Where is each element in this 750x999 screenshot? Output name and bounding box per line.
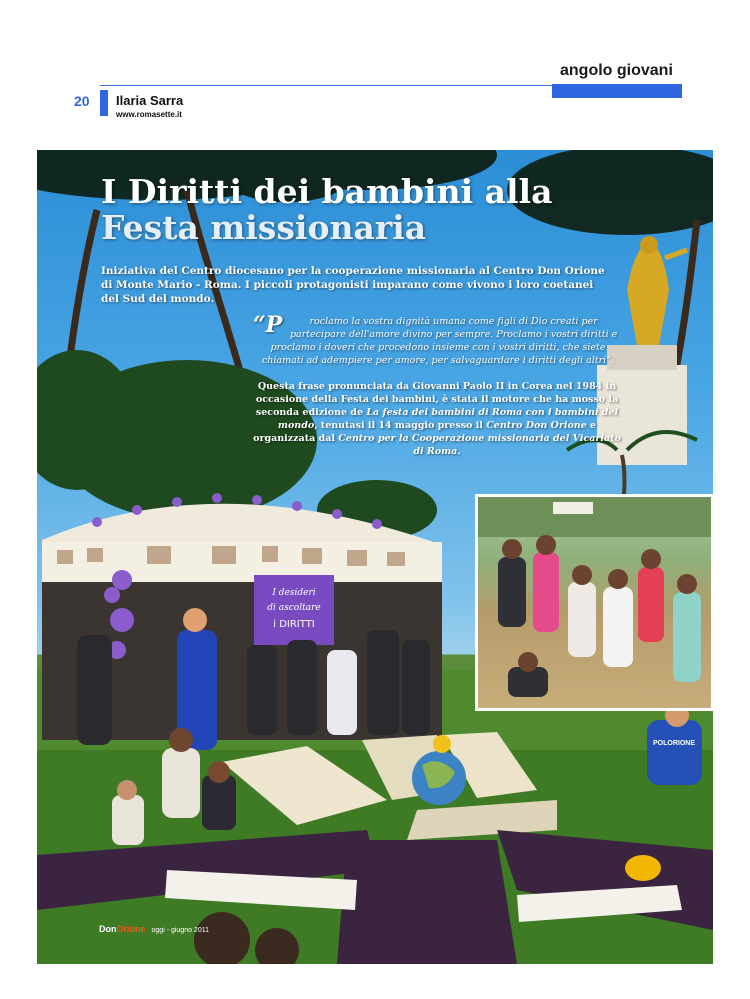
yellow-ball — [433, 735, 451, 753]
footer-brand — [99, 924, 209, 934]
body-italic-1: La festa dei bambini di Roma con i bambini del mondo — [277, 407, 619, 431]
author-name: Ilaria Sarra — [116, 93, 184, 108]
tshirt-text: POLORIONE — [652, 740, 696, 747]
quote-text: roclamo la vostra dignità umana come figli di Dio creati per partecipare dell'amore divino per sempre. Proclamo i vostri diritti e proclamo i doveri che procedono insieme con i vostri diritti, che siete chiamati ad adempiere per amore, per salvaguardare i diritti degli altri”. — [261, 316, 618, 366]
quote-dropcap: “P — [253, 312, 283, 338]
page-accent-tick — [100, 90, 108, 116]
page-number: 20 — [74, 93, 90, 109]
brand-orione: Orione — [116, 924, 146, 934]
inset-photo-dancing-children — [475, 494, 714, 711]
article-subtitle: Iniziativa del Centro diocesano per la cooperazione missionaria al Centro Don Orione di Monte Mario - Roma. I piccoli protagonisti imparano come vivono i loro coetanei del Sud del mondo. — [101, 265, 605, 305]
banner-line-1: I desideri — [272, 588, 316, 598]
headline-line-1: I Diritti dei bambini alla — [101, 172, 553, 211]
pope-quote — [253, 312, 623, 367]
article-headline — [101, 174, 552, 246]
issue-date: oggi - giugno 2011 — [151, 927, 209, 934]
body-text-2: , tenutasi il 14 maggio presso il — [314, 420, 487, 431]
body-italic-3: Centro per la Cooperazione missionaria del Vicariato di Roma — [338, 433, 621, 457]
body-text-3: e organizzata dal — [253, 420, 597, 444]
body-italic-2: Centro Don Orione — [486, 420, 587, 431]
brand-don: Don — [99, 924, 117, 934]
inset-scene — [478, 497, 711, 708]
section-title: angolo giovani — [560, 62, 673, 79]
header-accent-bar — [552, 84, 682, 98]
banner-line-3: i DIRITTI — [273, 619, 315, 630]
hard-hat — [625, 855, 661, 881]
headline-line-2: Festa missionaria — [101, 208, 427, 247]
body-text-1: Questa frase pronunciata da Giovanni Paolo II in Corea nel 1984 in occasione della Festa dei bambini, è stata il motore che ha mosso la seconda edizione de — [255, 381, 619, 418]
banner-line-2: di ascoltare — [267, 603, 321, 613]
article-body — [251, 380, 623, 458]
website-link[interactable]: www.romasette.it — [116, 110, 182, 119]
body-text-4: . — [457, 446, 461, 457]
